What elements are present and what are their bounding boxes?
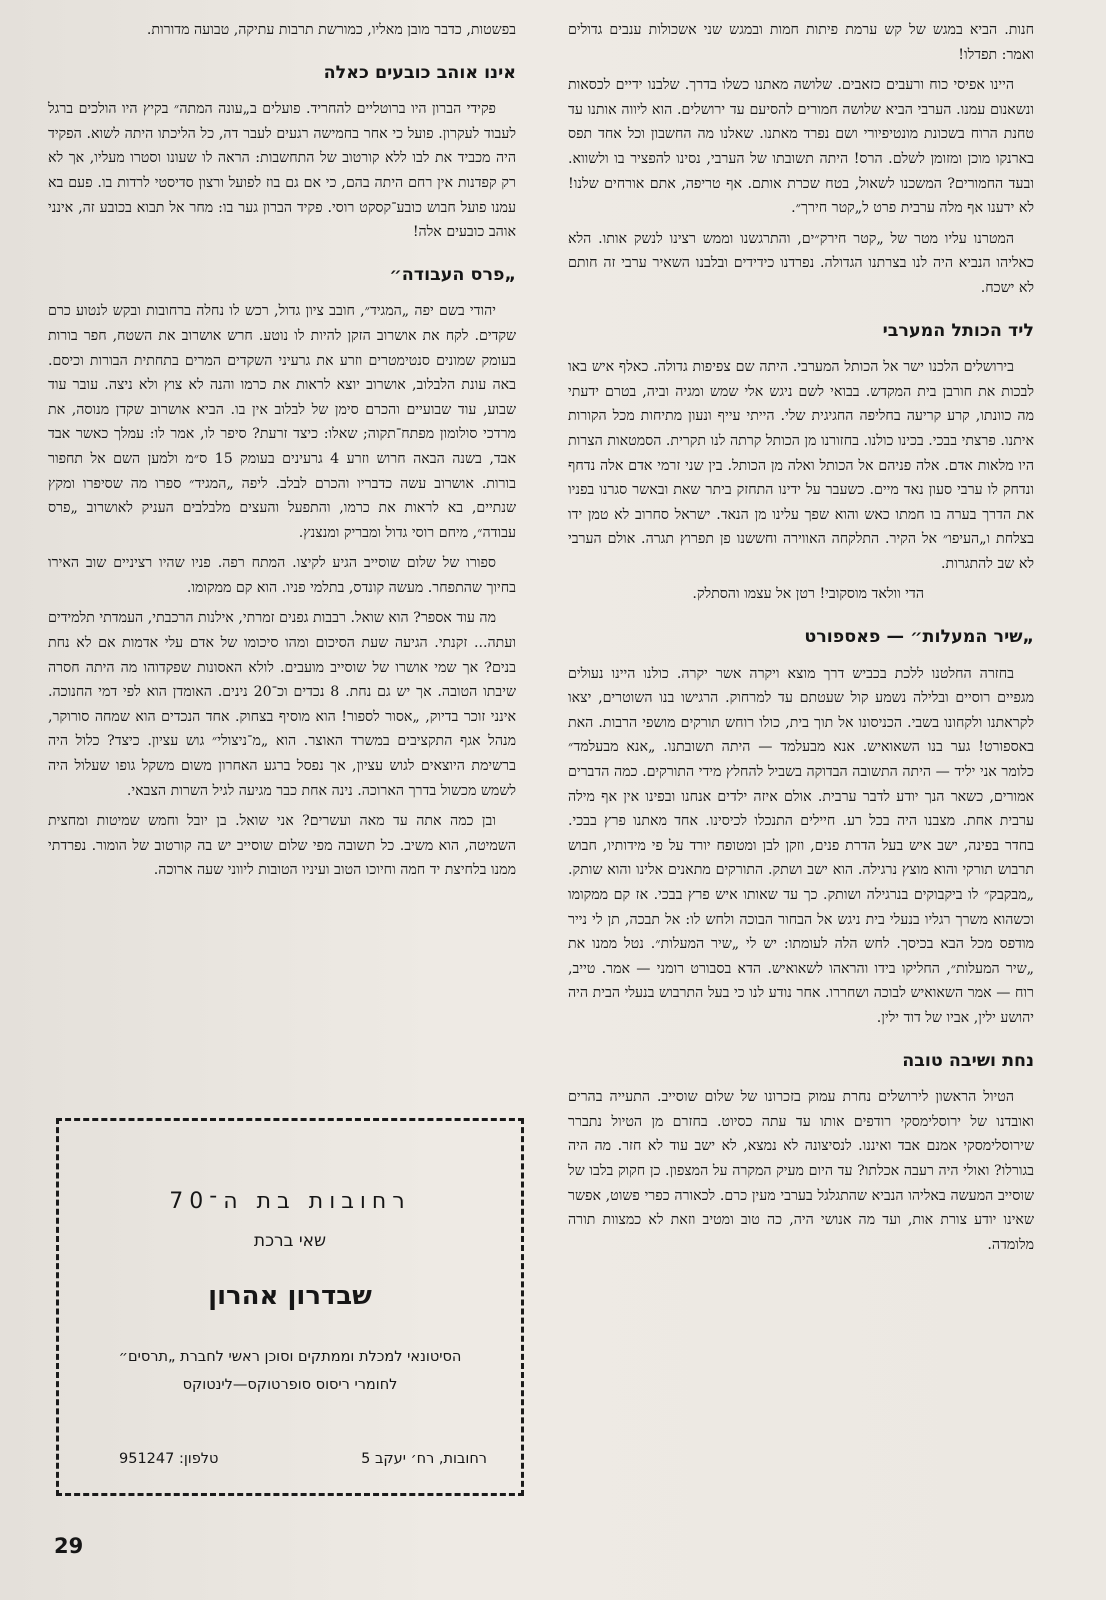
section-heading: ליד הכותל המערבי bbox=[882, 320, 1034, 341]
paragraph: הטיול הראשון לירושלים נחרת עמוק בזכרונו של שלום שוסייב. התעייה בהרים ואובדנו של ירוסלימסקי רודפים אותו עד עתה כסיוט. בחזרם מן הטיול נתברר שירוסלימסקי אמנם אבד ואיננו. לנסיצונה לא נמצא, לא ישב עוד לא חזר. מה היה בגורלו? ואולי היה רעבה אכלתו? עד היום מעיק המקרה על המצפון. כן חקוק בלבו של שוסייב המעשה באליהו הנביא שהתגלגל בערבי מעין כרם. לכאורה כפרי פשוט, אפשר שאינו יודע צורת אות, ועד מה אנושי היה, כה טוב ומטיב וזאת לא כמצוות תורה מלומדה. bbox=[568, 1089, 1034, 1253]
ad-description: לחומרי ריסוס סופרטוקס—לינטוקס bbox=[182, 1377, 398, 1393]
section-heading: נחת ושיבה טובה bbox=[902, 1050, 1034, 1071]
advertisement-box bbox=[56, 1118, 524, 1496]
right-column bbox=[568, 18, 1034, 1263]
paragraph: בחזרה החלטנו ללכת בכביש דרך מוצא ויקרה אשר יקרה. כולנו היינו נעולים מגפיים רוסיים ובלילה נשמע קול שעטתם עד למרחוק. הרגישו בנו השוטרים, יצאו לקראתנו ולקחונו בשבי. הכניסונו אל תוך בית, כולו רוחש תורקים מושפי הרבות. האת באספורט! גער בנו השאואיש. אנא מבעלמד — היתה תשובתנו. „אנא מבעלמד״ כלומר אני יליד — היתה התשובה הבדוקה בשביל להחלץ מידי התורקים. כמה הדברים אמורים, כשאר הנך יודע לדבר ערבית. אולם איזה ילדים אנחנו ובפינו אין אף מילה ערבית אחת. מצבנו היה בכל רע. חיילים התנכלו לכיסינו. אחד מאתנו פרץ בבכי. בחדר בפינה, ישב איש בעל הדרת פנים, וזקן לבן ומטופח יורד על פי מידותיו, חבוש תרבוש תורקי והוא מוצץ נרגילה. הוא ישב ושתק. התורקים מתאנים אלינו והוא שותק. „מבקבק״ לו ביקבוקים בנרגילה ושותק. כך עד שאותו איש פרץ בבכי. אז קם ממקומו וכשהוא משרך רגליו בנעלי בית ניגש אל הבחור הבוכה ולחש לו: אל תבכה, תן לי נייר מודפס מכל הבא בכיסך. לחש הלה לעומתו: יש לי „שיר המעלות״. נטל ממנו את „שיר המעלות״, החליקו בידו והראהו לשאואיש. הדא בסבורט רומני — אמר. טייב, רוח — אמר השאואיש לבוכה ושחררו. אחר נודע לנו כי בעל התרבוש בנעלי הבית היה יהושע ילין, אביו של דוד ילין. bbox=[568, 665, 1034, 1026]
paragraph: מה עוד אספר? הוא שואל. רבבות גפנים זמרתי, אילנות הרכבתי, העמדתי תלמידים ועתה... זקנתי. הגיעה שעת הסיכום ומהו סיכומו של אדם עלי אדמות אם לא נחת בנים? אך שמי אושרו של שוסייב מועבים. לולא האסונות שפקדוהו מה היתה חסרה שיבתו הטובה. אך יש גם נחת. 8 נכדים וכ־20 נינים. האומדן הוא לפי דמי החנוכה. אינני זוכר בדיוק, „אסור לספור! הוא מוסיף בצחוק. אחד הנכדים הוא שמחה סורוקר, מנהל אגף התקציבים במשרד האוצר. הוא „מ־ניצולי״ גוש עציון. כיצד? כלול היה ברשימת היוצאים לגוש עציון, אך נפסל ברגע האחרון משום משקל גופו שעלול היה לשמש מכשול בדרך הארוכה. נינה אחת כבר מגיעה לגיל השרות הצבאי. bbox=[48, 610, 516, 799]
paragraph: חנות. הביא במגש של קש ערמת פיתות חמות ובמגש שני אשכולות ענבים גדולים ואמר: תפדלו! bbox=[568, 22, 1034, 63]
paragraph: יהודי בשם יפה „המגיד״, חובב ציון גדול, רכש לו נחלה ברחובות ובקש לנטוע כרם שקדים. לקח את אושרוב הזקן להיות לו נוטע. חרש אושרוב את השטח, חפר בורות בעומק שמונים סנטימטרים וזרע את גרעיני השקדים המרים בתחתית הבורות וכיסם. באה עונת הלבלוב, אושרוב יוצא לראות את כרמו והנה לא צוץ ולא ניצה. עובר עוד שבוע, עוד שבועיים והכרם סימן של לבלוב אין בו. הביא אושרוב שקדן מנוסה, את מרדכי סולומון מפתח־תקוה; שאלו: כיצד זרעת? סיפר לו, אמר לו: עמלך כאשר אבד אבד, בשנה הבאה חרוש וזרע 4 גרעינים בעומק 15 ס״מ ולמען השם אל תחפור בורות. אושרוב עשה כדבריו והכרם לבלב. ליפה „המגיד״ ספרו מה שסיפרו ומקץ שנתיים, בא לראות את כרמו, והתפעל והעצים מלבלבים העניק לאושרוב „פרס עבודה״, מיחם רוסי גדול ומבריק ומנצנץ. bbox=[48, 303, 516, 541]
section-heading: „שיר המעלות״ — פאספורט bbox=[804, 627, 1034, 648]
paragraph: פקידי הברון היו ברוטליים להחריד. פועלים ב„עונה המתה״ בקיץ היו הולכים ברגל לעבוד לעקרון. פועל כי אחר בחמישה רגעים לעבר דה, כל הליכתו היתה לשוא. הפקיד היה מכביד את לבו ללא קורטוב של התחשבות: הראה לו שעונו וסטרו מעליו, אך לא רק קפדנות אין רחם היתה בהם, כי אם גם בוז לפועל ורצון סדיסטי לרדות בו. פעם בא עמנו פועל חבוש כובע־קסקט רוסי. פקיד הברון גער בו: מחר אל תבוא בכובע זה, אינני אוהב כובעים אלה! bbox=[48, 101, 516, 241]
paragraph: ספורו של שלום שוסייב הגיע לקיצו. המתח רפה. פניו שהיו רציניים שוב האירו בחיוך שהתפחר. מעשה קונדס, בתלמי פניו. הוא קם ממקומו. bbox=[48, 555, 516, 596]
paragraph: ובן כמה אתה עד מאה ועשרים? אני שואל. בן יובל וחמש שמיטות ומחצית השמיטה, הוא משיב. כל תשובה מפי שלום שוסייב יש בה קורטוב של הומור. נפרדתי ממנו בלחיצת יד חמה וחיוכו הטוב ועיניו הטובות ליווני שעה ארוכה. bbox=[48, 813, 516, 879]
ad-title: רחובות בת ה־70 bbox=[169, 1189, 411, 1214]
section-heading: „פרס העבודה״ bbox=[389, 264, 516, 285]
paragraph: הדי וולאד מוסקובי! רטן אל עצמו והסתלק. bbox=[692, 586, 924, 603]
paragraph: המטרנו עליו מטר של „קטר חירק״ים, והתרגשנו וממש רצינו לנשק אותו. הלא כאליהו הנביא היה לנו בצרתנו הגדולה. נפרדנו כידידים ובלבנו השאיר ערבי זה חותם לא ישכח. bbox=[568, 230, 1034, 296]
paragraph: בפשטות, כדבר מובן מאליו, כמורשת תרבות עתיקה, טבועה מדורות. bbox=[146, 22, 516, 38]
paragraph: היינו אפיסי כוח ורעבים כזאבים. שלושה מאתנו כשלו בדרך. שלבנו ידיים לכסאות ונשאנום עמנו. הערבי הביא שלושה חמורים להסיעם עד ירושלים. הוא ליווה אותנו עד טחנת הרוח בשכונת מונטיפיורי ושם נפרד מאתנו. שאלנו מה החשבון וכל אחד תפס בארנקו מוכן ומזומן לשלם. הרס! היתה תשובתו של הערבי, נסינו להפציר בו ולשווא. ובעד החמורים? המשכנו לשאול, בטח שכרת אותם. אף טריפה, אתם אורחים שלנו! לא ידענו אף מלה ערבית פרט ל„קטר חירך״. bbox=[568, 77, 1034, 217]
section-heading: אינו אוהב כובעים כאלה bbox=[323, 62, 516, 83]
ad-subtitle: שאי ברכת bbox=[253, 1231, 327, 1251]
ad-address: רחובות, רח׳ יעקב 5 bbox=[361, 1451, 487, 1467]
left-column bbox=[48, 18, 516, 889]
ad-description: הסיטונאי למכלת וממתקים וסוכן ראשי לחברת „תרסים״ bbox=[118, 1349, 462, 1365]
ad-business-name: שבדרון אהרון bbox=[208, 1281, 372, 1311]
ad-phone: טלפון: 951247 bbox=[119, 1451, 219, 1467]
paragraph: בירושלים הלכנו ישר אל הכותל המערבי. היתה שם צפיפות גדולה. כאלף איש באו לבכות את חורבן בית המקדש. בבואי לשם ניגש אלי שמש ומגיה וביה, בטרם ידעתי מה כוונתו, קרע קריעה בחליפה החגיגית שלי. הייתי עייף ונעון מתיחות מכל הקורות איתנו. פרצתי בבכי. בכינו כולנו. בחזורנו מן הכותל קרתה לנו תקרית. הסמטאות הצרות היו מלאות אדם. אלה פניהם אל הכותל ואלה מן הכותל. בין שני זרמי אדם אלה נדחף ונדחק לו ערבי סעון נאד מיים. כשעבר על ידינו התחזק ביתר שאת ובאשר סגרנו בפניו את הדרך בערה בו חמתו כאש והוא שפך עלינו מן הנאד. ישראל סחרוב לא טמן ידו בצלחת ו„העיפו״ אל הקיר. התלקחה האווירה וחששנו פן תפרוץ תגרה. אולם הערבי לא שב להתגרות. bbox=[568, 359, 1034, 572]
page-number: 29 bbox=[54, 1534, 84, 1558]
